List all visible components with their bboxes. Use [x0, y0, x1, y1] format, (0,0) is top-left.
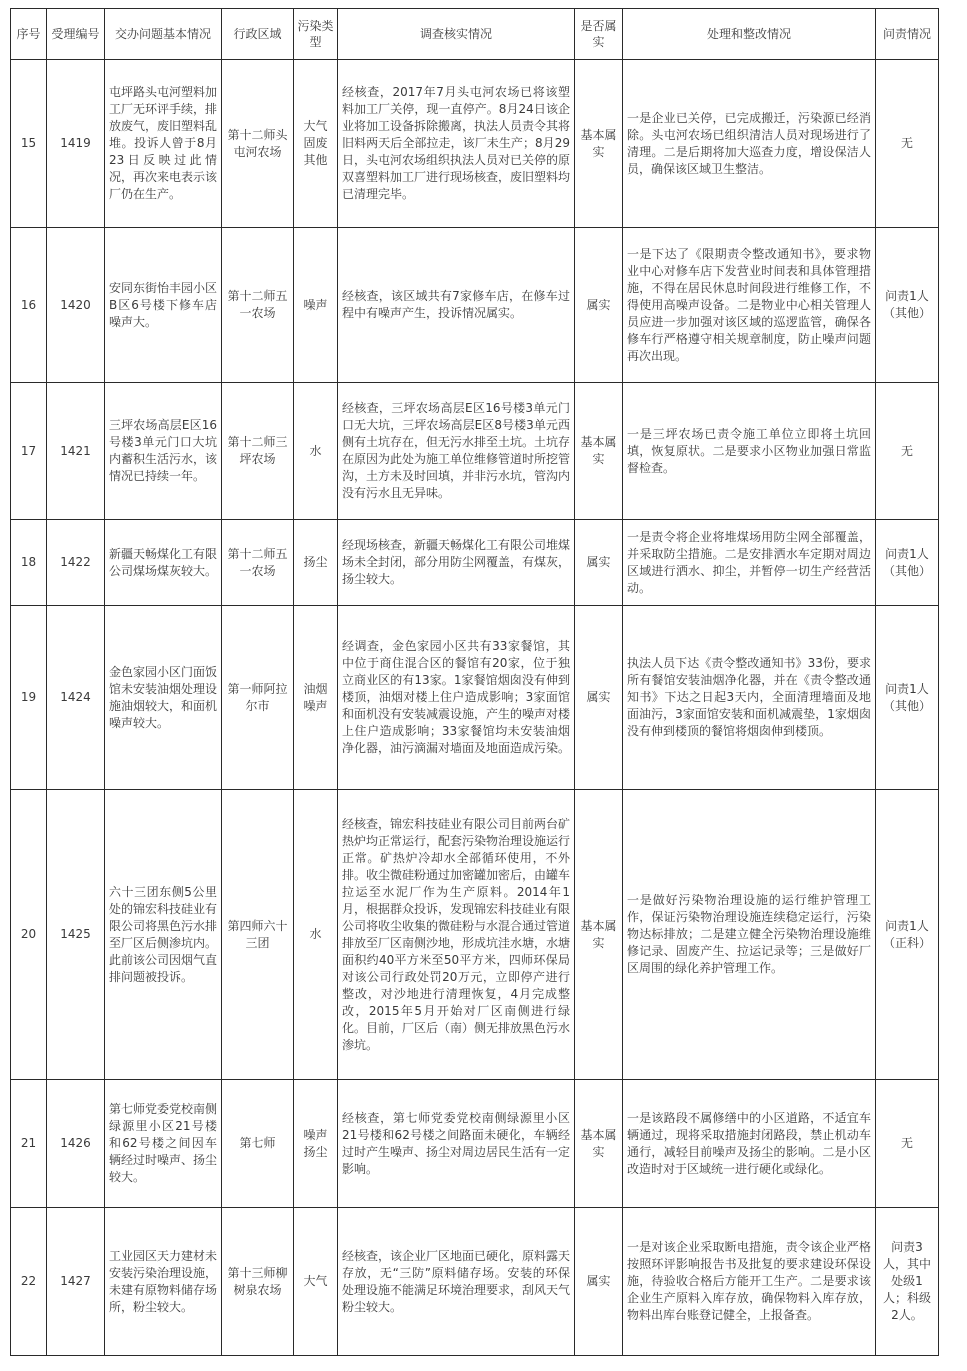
cell-investigation: 经核查，该企业厂区地面已硬化，原料露天存放，无“三防”原料储存场。安装的环保处理设施不能满足环境治理要求，刮风天气粉尘较大。: [338, 1208, 575, 1356]
cell-investigation: 经调查，金色家园小区共有33家餐馆，其中位于商住混合区的餐馆有20家，位于独立商业区的有13家。1家餐馆烟囱没有伸到楼顶，油烟对楼上住户造成影响；3家面馆和面机没有安装减震设施，产生的噪声对楼上住户造成影响；33家餐馆均未安装油烟净化器，油污滴漏对墙面及地面造成污染。: [338, 606, 575, 790]
cell-seq: 20: [11, 790, 47, 1080]
cell-handling: 一是下达了《限期责令整改通知书》，要求物业中心对修车店下发营业时间表和具体管理措施，不得在居民休息时间段进行维修工作，不得使用高噪声设备。二是物业中心相关管理人员应进一步加强对该区域的巡逻监管，确保各修车行严格遵守相关规章制度，防止噪声问题再次出现。: [623, 228, 876, 383]
cell-seq: 19: [11, 606, 47, 790]
cell-accountability: 问责1人（其他）: [876, 228, 939, 383]
cell-investigation: 经核查，锦宏科技硅业有限公司目前两台矿热炉均正常运行，配套污染物治理设施运行正常。矿热炉冷却水全部循环使用，不外排。收尘微硅粉通过加密罐加密后，由罐车拉运至水泥厂作为生产原料。2014年1月，根据群众投诉，发现锦宏科技硅业有限公司将收尘收集的微硅粉与水混合通过管道排放至厂区南侧沙地，形成坑洼水塘，水塘面积约40平方米至50平方米，四师环保局对该公司行政处罚20万元，立即停产进行整改，对沙地进行清理恢复，4月完成整改，2015年5月开始对厂区南侧进行绿化。目前，厂区后（南）侧无排放黑色污水渗坑。: [338, 790, 575, 1080]
cell-accountability: 问责3人，其中处级1人；科级2人。: [876, 1208, 939, 1356]
header-seq: 序号: [11, 9, 47, 60]
cell-verified: 基本属实: [575, 1080, 623, 1208]
cell-pollution: 大气固废其他: [294, 60, 338, 228]
header-row: [11, 9, 939, 60]
cell-region: 第十三师柳树泉农场: [222, 1208, 294, 1356]
header-pollution: 污染类型: [294, 9, 338, 60]
table-row: [11, 520, 939, 606]
cell-code: 1426: [47, 1080, 105, 1208]
table-row: [11, 790, 939, 1080]
cell-accountability: 无: [876, 383, 939, 520]
cell-code: 1424: [47, 606, 105, 790]
cell-seq: 21: [11, 1080, 47, 1208]
table-row: [11, 1080, 939, 1208]
table-row: [11, 60, 939, 228]
cell-investigation: 经现场核查，新疆天畅煤化工有限公司堆煤场未全封闭，部分用防尘网覆盖，有煤灰，扬尘较大。: [338, 520, 575, 606]
cell-investigation: 经核查，2017年7月头屯河农场已将该塑料加工厂关停，现一直停产。8月24日该企业将加工设备拆除搬离，执法人员责令其将旧料两天后全部拉走，该厂未生产；8月29日，头屯河农场组织执法人员对已关停的原双喜塑料加工厂进行现场核查，废旧塑料均已清理完毕。: [338, 60, 575, 228]
cell-pollution: 水: [294, 383, 338, 520]
cell-accountability: 无: [876, 1080, 939, 1208]
cell-investigation: 经核查，第七师党委党校南侧绿源里小区21号楼和62号楼之间路面未硬化，车辆经过时产生噪声、扬尘对周边居民生活有一定影响。: [338, 1080, 575, 1208]
cell-pollution: 油烟噪声: [294, 606, 338, 790]
cell-seq: 17: [11, 383, 47, 520]
cell-seq: 15: [11, 60, 47, 228]
header-investigation: 调查核实情况: [338, 9, 575, 60]
cell-accountability: 问责1人（其他）: [876, 606, 939, 790]
header-verified: 是否属实: [575, 9, 623, 60]
cell-issue: 屯坪路头屯河塑料加工厂无环评手续，排放废气，废旧塑料乱堆。投诉人曾于8月23日反映过此情况，再次来电表示该厂仍在生产。: [105, 60, 222, 228]
header-accountability: 问责情况: [876, 9, 939, 60]
cell-region: 第十二师头屯河农场: [222, 60, 294, 228]
cell-seq: 22: [11, 1208, 47, 1356]
cell-verified: 基本属实: [575, 790, 623, 1080]
cell-pollution: 大气: [294, 1208, 338, 1356]
table-row: [11, 228, 939, 383]
cell-region: 第四师六十三团: [222, 790, 294, 1080]
table-row: [11, 1208, 939, 1356]
cell-handling: 执法人员下达《责令整改通知书》33份，要求所有餐馆安装油烟净化器，并在《责令整改通知书》下达之日起3天内，全面清理墙面及地面油污，3家面馆安装和面机减震垫，1家烟囱没有伸到楼顶的餐馆将烟囱伸到楼顶。: [623, 606, 876, 790]
cell-handling: 一是三坪农场已责令施工单位立即将土坑回填，恢复原状。二是要求小区物业加强日常监督检查。: [623, 383, 876, 520]
cell-code: 1421: [47, 383, 105, 520]
cell-handling: 一是对该企业采取断电措施，责令该企业严格按照环评影响报告书及批复的要求建设环保设施，待验收合格后方能开工生产。二是要求该企业生产原料入库存放，确保物料入库存放，物料出库台账登记健全，上报备查。: [623, 1208, 876, 1356]
cell-issue: 三坪农场高层E区16号楼3单元门口大坑内蓄积生活污水，该情况已持续一年。: [105, 383, 222, 520]
cell-accountability: 问责1人（其他）: [876, 520, 939, 606]
header-handling: 处理和整改情况: [623, 9, 876, 60]
header-code: 受理编号: [47, 9, 105, 60]
cell-region: 第七师: [222, 1080, 294, 1208]
cell-issue: 金色家园小区门面饭馆未安装油烟处理设施油烟较大，和面机噪声较大。: [105, 606, 222, 790]
cell-issue: 六十三团东侧5公里处的锦宏科技硅业有限公司将黑色污水排至厂区后侧渗坑内。此前该公司因烟气直排问题被投诉。: [105, 790, 222, 1080]
cell-issue: 工业园区天力建材未安装污染治理设施，未建有原物料储存场所，粉尘较大。: [105, 1208, 222, 1356]
cell-seq: 16: [11, 228, 47, 383]
cell-region: 第十二师三坪农场: [222, 383, 294, 520]
cell-code: 1422: [47, 520, 105, 606]
cell-verified: 基本属实: [575, 60, 623, 228]
cell-verified: 属实: [575, 1208, 623, 1356]
cell-handling: 一是该路段不属修缮中的小区道路，不适宜车辆通过，现将采取措施封闭路段，禁止机动车通行，减轻目前噪声及扬尘的影响。二是小区改造时对于区域统一进行硬化或绿化。: [623, 1080, 876, 1208]
cell-pollution: 噪声扬尘: [294, 1080, 338, 1208]
complaints-table: [10, 8, 939, 1356]
cell-issue: 安同东街怡丰园小区B区6号楼下修车店噪声大。: [105, 228, 222, 383]
table-row: [11, 383, 939, 520]
header-issue: 交办问题基本情况: [105, 9, 222, 60]
cell-code: 1420: [47, 228, 105, 383]
cell-issue: 第七师党委党校南侧绿源里小区21号楼和62号楼之间因车辆经过时噪声、扬尘较大。: [105, 1080, 222, 1208]
table-wrapper: [10, 8, 939, 1356]
header-region: 行政区域: [222, 9, 294, 60]
cell-code: 1425: [47, 790, 105, 1080]
cell-accountability: 无: [876, 60, 939, 228]
cell-verified: 属实: [575, 520, 623, 606]
cell-region: 第一师阿拉尔市: [222, 606, 294, 790]
cell-issue: 新疆天畅煤化工有限公司煤场煤灰较大。: [105, 520, 222, 606]
cell-code: 1427: [47, 1208, 105, 1356]
cell-verified: 属实: [575, 606, 623, 790]
cell-pollution: 扬尘: [294, 520, 338, 606]
cell-pollution: 水: [294, 790, 338, 1080]
cell-code: 1419: [47, 60, 105, 228]
cell-handling: 一是企业已关停，已完成搬迁，污染源已经消除。头屯河农场已组织清洁人员对现场进行了清理。二是后期将加大巡查力度，增设保洁人员，确保该区域卫生整洁。: [623, 60, 876, 228]
cell-region: 第十二师五一农场: [222, 520, 294, 606]
cell-region: 第十二师五一农场: [222, 228, 294, 383]
cell-verified: 基本属实: [575, 383, 623, 520]
cell-handling: 一是责令将企业将堆煤场用防尘网全部覆盖，并采取防尘措施。二是安排洒水车定期对周边区域进行洒水、抑尘，并暂停一切生产经营活动。: [623, 520, 876, 606]
cell-accountability: 问责1人（正科）: [876, 790, 939, 1080]
cell-investigation: 经核查，该区域共有7家修车店，在修车过程中有噪声产生，投诉情况属实。: [338, 228, 575, 383]
cell-pollution: 噪声: [294, 228, 338, 383]
cell-investigation: 经核查，三坪农场高层E区16号楼3单元门口无大坑，三坪农场高层E区8号楼3单元西侧有土坑存在，但无污水排至土坑。土坑存在原因为此处为施工单位维修管道时所挖管沟，土方未及时回填，并非污水坑，管沟内没有污水且无异味。: [338, 383, 575, 520]
table-row: [11, 606, 939, 790]
cell-handling: 一是做好污染物治理设施的运行维护管理工作，保证污染物治理设施连续稳定运行，污染物达标排放；二是建立健全污染物治理设施维修记录、固废产生、拉运记录等；三是做好厂区周围的绿化养护管理工作。: [623, 790, 876, 1080]
cell-seq: 18: [11, 520, 47, 606]
cell-verified: 属实: [575, 228, 623, 383]
